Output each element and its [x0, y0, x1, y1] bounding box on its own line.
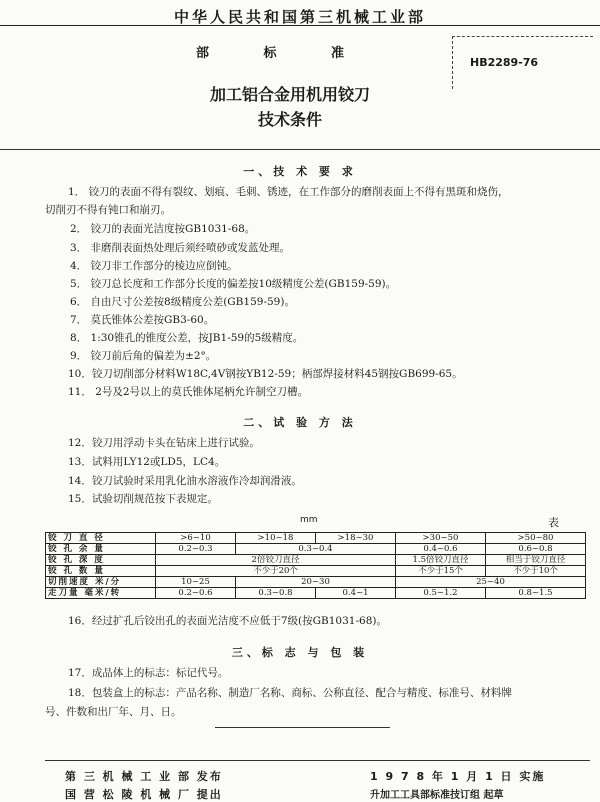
table-cell: 0.3~0.8 — [236, 588, 316, 599]
table-cell: 0.2~0.3 — [156, 544, 236, 555]
table-cell: 0.4~0.6 — [396, 544, 486, 555]
standard-type: 部 标 准 — [195, 46, 345, 61]
requirement-item: 9． 铰刀前后角的偏差为±2°。 — [70, 350, 217, 362]
table-cell: >10~18 — [236, 533, 316, 544]
test-item: 15．试验切削规范按下表规定。 — [68, 493, 218, 505]
table-cell: 0.6~0.8 — [486, 544, 586, 555]
requirement-item: 8． 1:30锥孔的锥度公差，按JB1-59的5级精度。 — [70, 332, 304, 344]
row-header: 铰 孔 余 量 — [46, 544, 156, 555]
requirement-item: 6． 自由尺寸公差按8级精度公差(GB159-59)。 — [70, 296, 295, 308]
table-cell: 不少于20个 — [156, 566, 396, 577]
requirement-item: 1． 铰刀的表面不得有裂纹、划痕、毛刺、锈迹，在工作部分的磨削表面上不得有黑斑和烧伤， — [68, 186, 509, 198]
table-unit: mm — [300, 515, 318, 525]
table-cell: 相当于铰刀直径 — [486, 555, 586, 566]
requirement-item: 10．铰刀切削部分材料W18C,4V钢按YB12-59；柄部焊接材料45钢按GB699-65。 — [68, 368, 463, 380]
table-row — [46, 533, 586, 544]
requirement-item: 11． 2号及2号以上的莫氏锥体尾柄允许制空刀槽。 — [68, 386, 309, 398]
table-cell: >50~80 — [486, 533, 586, 544]
footer-date: 1 9 7 8 年 1 月 1 日 实施 — [370, 770, 546, 783]
section-heading-tests: 二、试 验 方 法 — [243, 416, 357, 429]
requirement-item: 3． 非磨削表面热处理后须经喷砂或发蓝处理。 — [70, 242, 291, 254]
marking-item: 18．包装盒上的标志：产品名称、制造厂名称、商标、公称直径、配合与精度、标准号、材料牌 — [68, 687, 512, 699]
table-cell: 0.8~1.5 — [486, 588, 586, 599]
table-cell: 2倍铰刀直径 — [156, 555, 396, 566]
row-header: 铰 孔 数 量 — [46, 566, 156, 577]
test-item: 12．铰刀用浮动卡头在钻床上进行试验。 — [68, 437, 260, 449]
marking-item-continuation: 号、件数和出厂年、月、日。 — [45, 706, 182, 718]
footer-issuer: 第 三 机 械 工 业 部 发布 — [65, 770, 223, 783]
end-rule — [215, 727, 390, 728]
table-label: 表 — [548, 516, 559, 529]
table-row — [46, 555, 586, 566]
table-cell: 20~30 — [236, 577, 396, 588]
row-header: 切削速度 米/分 — [46, 577, 156, 588]
table-cell: 0.3~0.4 — [236, 544, 396, 555]
row-header: 铰 刀 直 径 — [46, 533, 156, 544]
requirement-item: 7． 莫氏锥体公差按GB3-60。 — [70, 314, 215, 326]
requirement-item: 5． 铰刀总长度和工作部分长度的偏差按10级精度公差(GB159-59)。 — [70, 278, 397, 290]
table-row — [46, 544, 586, 555]
row-header: 铰 孔 深 度 — [46, 555, 156, 566]
requirement-item-continuation: 切削刃不得有钝口和崩刃。 — [45, 204, 171, 216]
table-cell: 0.5~1.2 — [396, 588, 486, 599]
ministry-name: 中华人民共和国第三机械工业部 — [173, 8, 426, 26]
table-cell: 10~25 — [156, 577, 236, 588]
footer-rule — [45, 760, 590, 761]
requirement-item: 2． 铰刀的表面光洁度按GB1031-68。 — [70, 223, 256, 235]
table-row — [46, 588, 586, 599]
footer-drafter: 升加工工具部标准技订组 起草 — [370, 790, 504, 801]
requirement-item: 4． 铰刀非工作部分的棱边应倒钝。 — [70, 260, 238, 272]
table-cell: >18~30 — [316, 533, 396, 544]
marking-item: 17．成品体上的标志：标记代号。 — [68, 667, 229, 679]
table-row — [46, 566, 586, 577]
table-cell: 0.4~1 — [316, 588, 396, 599]
test-item: 16．经过扩孔后铰出孔的表面光洁度不应低于7级(按GB1031-68)。 — [68, 615, 387, 627]
table-cell: >30~50 — [396, 533, 486, 544]
row-header: 走刀量 毫米/转 — [46, 588, 156, 599]
section-heading-requirements: 一、技 术 要 求 — [243, 165, 357, 178]
header-rule — [0, 25, 600, 26]
table-cell: 0.2~0.6 — [156, 588, 236, 599]
table-cell: 25~40 — [396, 577, 586, 588]
table-row — [46, 577, 586, 588]
doc-title: 加工铝合金用机用铰刀 — [209, 85, 370, 104]
cutting-spec-table — [45, 532, 586, 599]
footer-proposer: 国 营 松 陵 机 械 厂 提出 — [65, 788, 223, 801]
doc-subtitle: 技术条件 — [257, 110, 322, 129]
table-cell: 不少于15个 — [396, 566, 486, 577]
section-heading-marking: 三、标 志 与 包 装 — [231, 646, 369, 659]
test-item: 14．铰刀试验时采用乳化油水溶液作冷却润滑液。 — [68, 475, 302, 487]
standard-code: HB2289-76 — [470, 56, 539, 69]
table-cell: 1.5倍铰刀直径 — [396, 555, 486, 566]
table-cell: 不少于10个 — [486, 566, 586, 577]
test-item: 13．试料用LY12或LD5，LC4。 — [68, 456, 226, 468]
title-rule — [0, 149, 600, 150]
table-cell: >6~10 — [156, 533, 236, 544]
